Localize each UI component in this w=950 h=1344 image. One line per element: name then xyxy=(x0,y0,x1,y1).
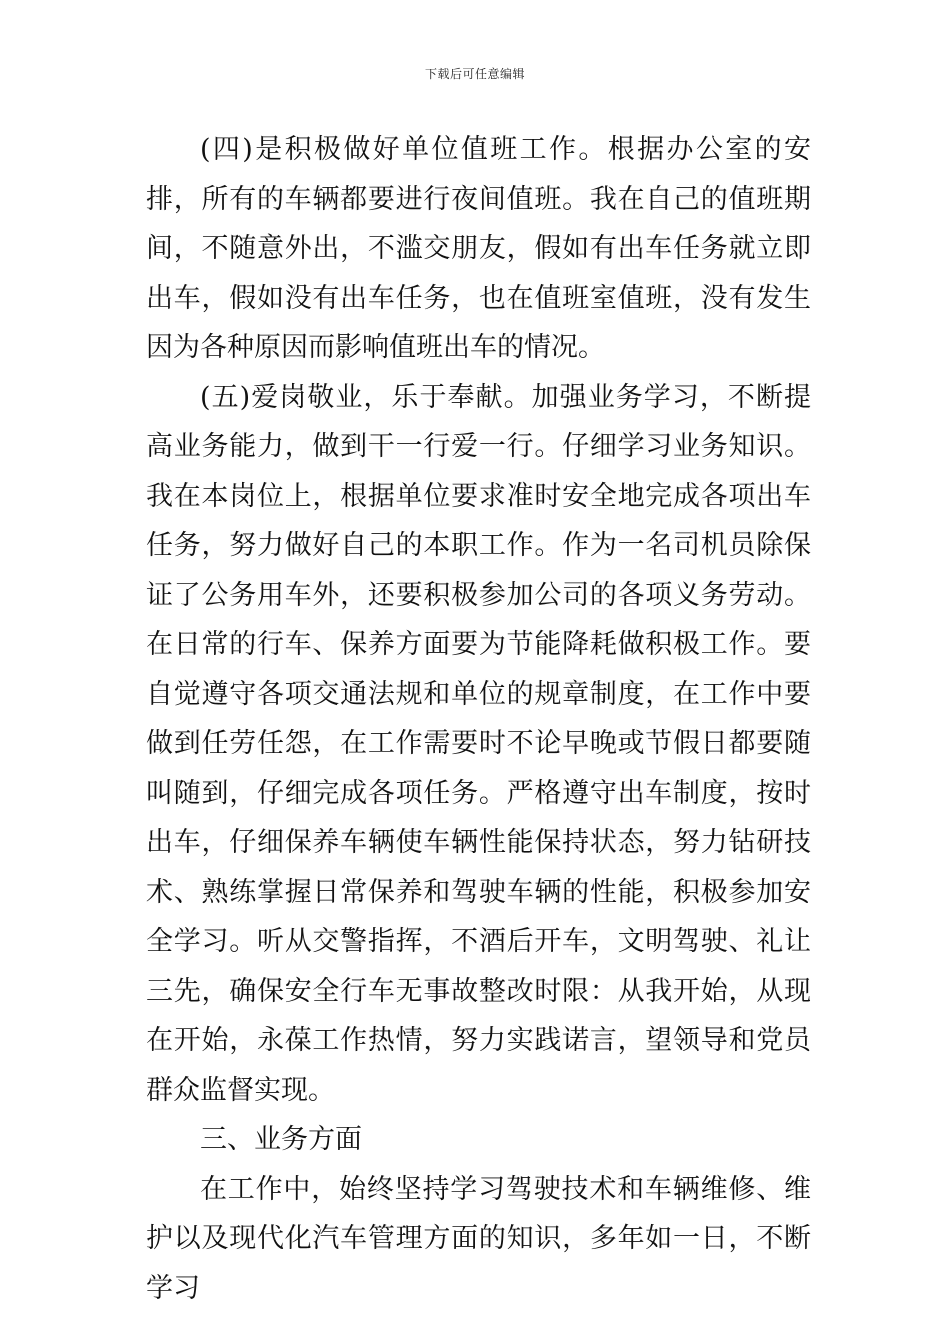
page-header: 下载后可任意编辑 xyxy=(424,67,525,81)
paragraph-business-study: 在工作中，始终坚持学习驾驶技术和车辆维修、维护以及现代化汽车管理方面的知识，多年如一日，不断学习 xyxy=(146,1173,811,1304)
section-heading-business: 三、业务方面 xyxy=(200,1124,362,1155)
paragraph-duty-shift: (四)是积极做好单位值班工作。根据办公室的安排，所有的车辆都要进行夜间值班。我在自己的值班期间，不随意外出，不滥交朋友，假如有出车任务就立即出车，假如没有出车任务，也在值班室值班，没有发生因为各种原因而影响值班出车的情况。 xyxy=(146,134,811,363)
paragraph-dedication: (五)爱岗敬业，乐于奉献。加强业务学习，不断提高业务能力，做到干一行爱一行。仔细学习业务知识。我在本岗位上，根据单位要求准时安全地完成各项出车任务，努力做好自己的本职工作。作为一名司机员除保证了公务用车外，还要积极参加公司的各项义务劳动。在日常的行车、保养方面要为节能降耗做积极工作。要自觉遵守各项交通法规和单位的规章制度，在工作中要做到任劳任怨，在工作需要时不论早晚或节假日都要随叫随到，仔细完成各项任务。严格遵守出车制度，按时出车，仔细保养车辆使车辆性能保持状态，努力钻研技术、熟练掌握日常保养和驾驶车辆的性能，积极参加安全学习。听从交警指挥，不酒后开车，文明驾驶、礼让三先，确保安全行车无事故整改时限：从我开始，从现在开始，永葆工作热情，努力实践诺言，望领导和党员群众监督实现。 xyxy=(146,381,811,1106)
document-body xyxy=(146,125,811,1313)
